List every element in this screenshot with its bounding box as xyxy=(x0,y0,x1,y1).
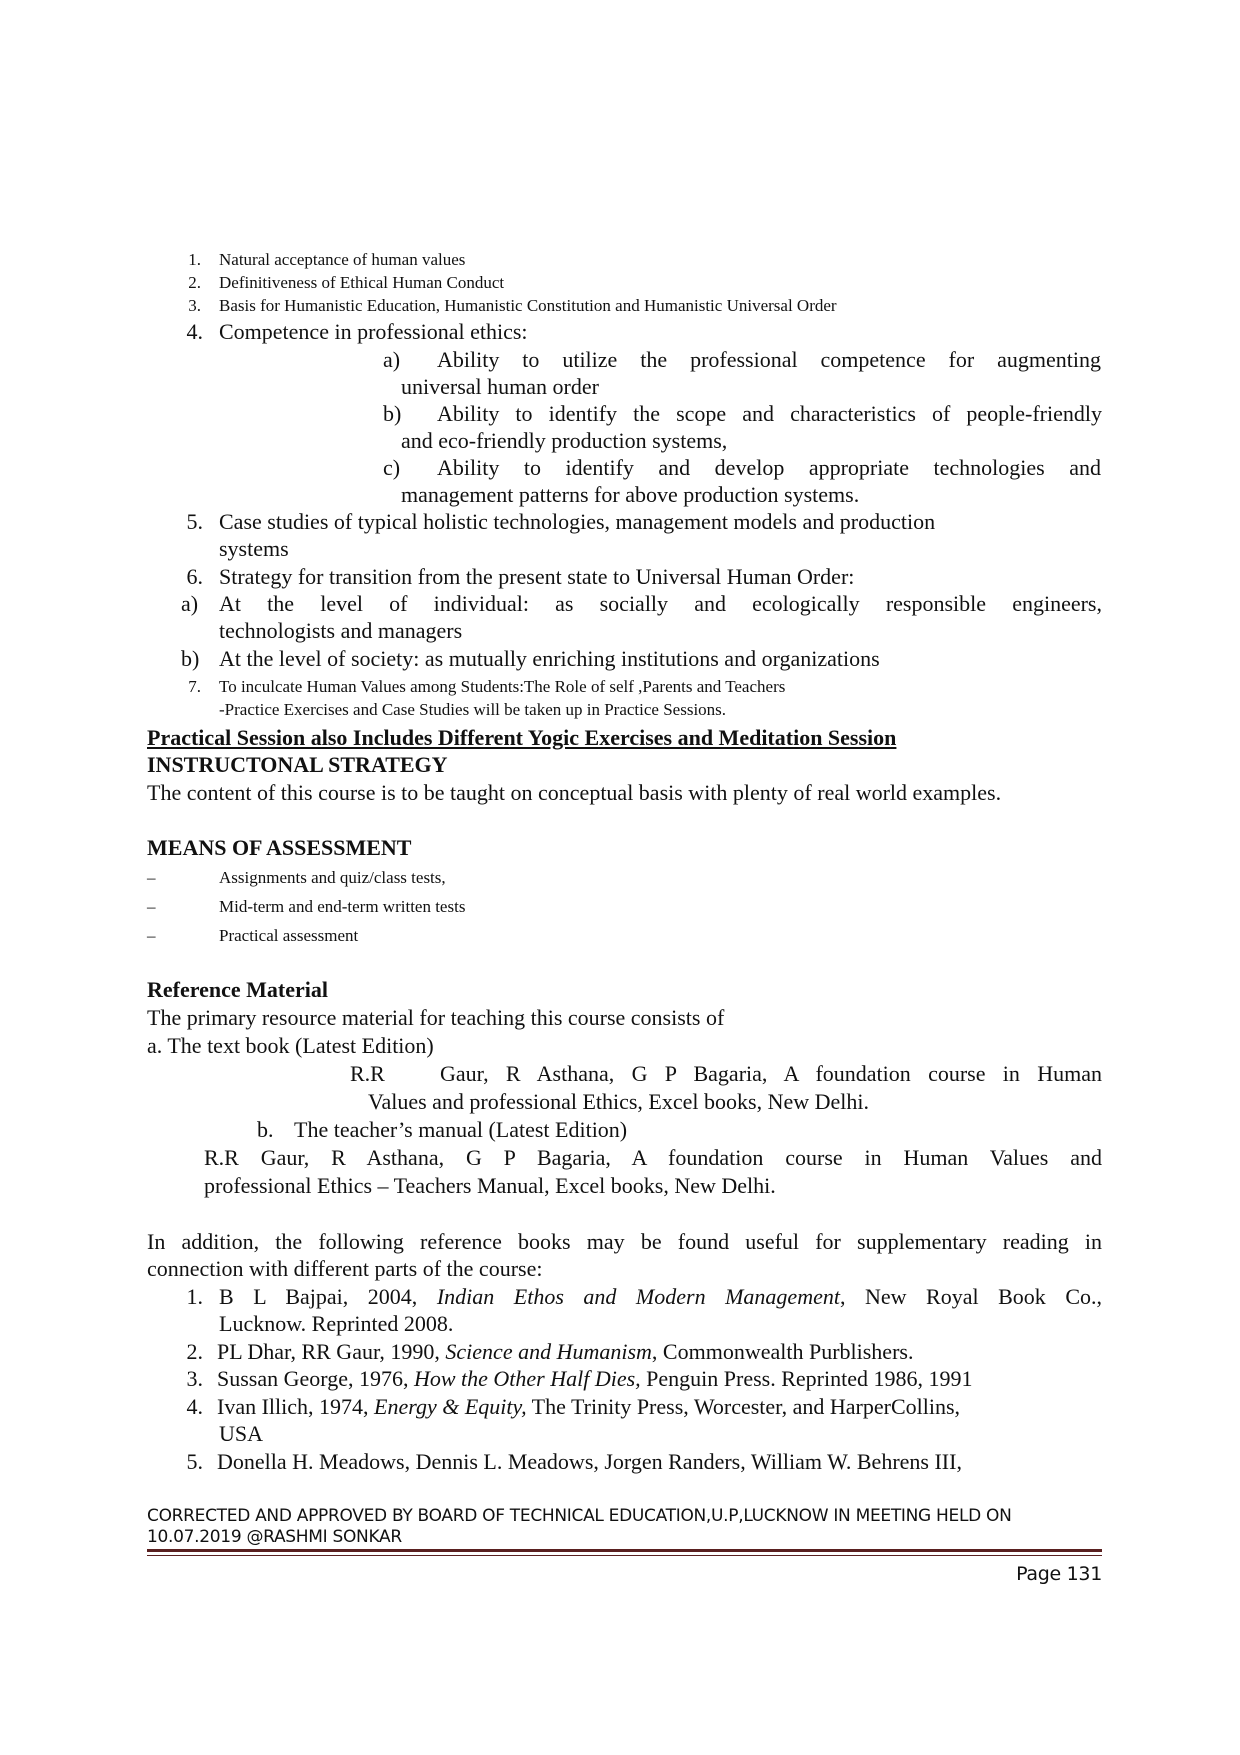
topic-7-line2: -Practice Exercises and Case Studies will be taken up in Practice Sessions. xyxy=(219,700,727,719)
footer-rule-thin xyxy=(147,1555,1102,1556)
addition-line2: connection with different parts of the course: xyxy=(147,1256,543,1281)
strategy-heading: INSTRUCTONAL STRATEGY xyxy=(147,752,448,777)
manual-letter: b. xyxy=(257,1117,274,1142)
subitem-b-line1: Ability to identify the scope and characteristics of people-friendly xyxy=(437,401,1102,426)
book-title: How the Other Half Dies, xyxy=(413,1366,641,1391)
footer-line2: 10.07.2019 @RASHMI SONKAR xyxy=(147,1527,402,1547)
book-number: 3. xyxy=(186,1366,203,1391)
book-1-line2: Lucknow. Reprinted 2008. xyxy=(219,1311,454,1336)
subitem-letter: b) xyxy=(181,646,200,671)
book-1-line1 xyxy=(219,1284,1102,1310)
subitem-a-line1: Ability to utilize the professional competence for augmenting xyxy=(437,347,1101,372)
topic-number: 3. xyxy=(188,296,201,315)
book-publisher: , New Royal Book Co., xyxy=(839,1284,1102,1309)
topic-text: Basis for Humanistic Education, Humanistic Constitution and Humanistic Universal Order xyxy=(219,296,837,315)
book-publisher: The Trinity Press, Worcester, and HarperCollins, xyxy=(526,1394,961,1419)
topic-4 xyxy=(181,319,528,345)
subitem-c-line1: Ability to identify and develop appropriate technologies and xyxy=(437,455,1101,480)
book-authors: Sussan George, 1976, xyxy=(217,1366,414,1391)
topic-6-sub-b xyxy=(181,646,199,672)
assessment-item xyxy=(147,926,359,946)
book-authors: B L Bajpai, 2004, xyxy=(219,1284,437,1309)
book-number: 5. xyxy=(186,1449,203,1474)
reference-heading: Reference Material xyxy=(147,977,328,1002)
manual-label xyxy=(257,1117,628,1143)
topic-number: 7. xyxy=(188,677,201,696)
book-publisher: Penguin Press. Reprinted 1986, 1991 xyxy=(640,1366,973,1391)
topic-text: Competence in professional ethics: xyxy=(219,319,528,344)
subitem-c-line2: management patterns for above production systems. xyxy=(401,482,860,507)
topic-text: To inculcate Human Values among Students:The Role of self ,Parents and Teachers xyxy=(219,677,786,696)
book-4-line2: USA xyxy=(219,1421,264,1446)
topic-number: 2. xyxy=(188,273,201,292)
textbook-line2: Values and professional Ethics, Excel books, New Delhi. xyxy=(368,1089,869,1114)
topic-6-sub-a-line2: technologists and managers xyxy=(219,618,463,643)
strategy-text: The content of this course is to be taught on conceptual basis with plenty of real world examples. xyxy=(147,780,1002,805)
topic-text: Natural acceptance of human values xyxy=(219,250,466,269)
book-item-5 xyxy=(181,1449,962,1475)
topic-number: 5. xyxy=(186,509,203,534)
textbook-line1: Gaur, R Asthana, G P Bagaria, A foundation course in Human xyxy=(440,1061,1102,1086)
topic-number: 1. xyxy=(188,250,201,269)
manual-line1: R.R Gaur, R Asthana, G P Bagaria, A foundation course in Human Values and xyxy=(204,1145,1102,1170)
book-authors: Ivan Illich, 1974, xyxy=(217,1394,375,1419)
book-authors: Donella H. Meadows, Dennis L. Meadows, Jorgen Randers, William W. Behrens III, xyxy=(217,1449,962,1474)
book-title: Indian Ethos and Modern Management xyxy=(436,1284,840,1309)
book-title: Energy & Equity, xyxy=(374,1394,527,1419)
book-title: Science and Humanism xyxy=(445,1339,652,1364)
textbook-label: a. The text book (Latest Edition) xyxy=(147,1033,434,1058)
book-item-4 xyxy=(181,1394,961,1420)
textbook-prefix: R.R xyxy=(350,1061,385,1086)
dash-bullet: – xyxy=(147,897,156,916)
topic-2 xyxy=(181,273,505,293)
topic-6-sub-a xyxy=(181,591,198,617)
subitem-b-line2: and eco-friendly production systems, xyxy=(401,428,728,453)
subitem-c xyxy=(383,455,400,481)
dash-bullet: – xyxy=(147,868,156,887)
topic-number: 4. xyxy=(186,319,203,344)
book-publisher: , Commonwealth Purblishers. xyxy=(651,1339,914,1364)
book-line xyxy=(217,1394,960,1420)
subitem-letter: c) xyxy=(383,455,401,480)
topic-6-sub-b-line1: At the level of society: as mutually enriching institutions and organizations xyxy=(219,646,880,671)
book-item-3 xyxy=(181,1366,973,1392)
topic-7 xyxy=(181,677,786,697)
topic-number: 6. xyxy=(186,564,203,589)
topic-5 xyxy=(181,509,936,535)
subitem-letter: b) xyxy=(383,401,402,426)
assessment-text: Assignments and quiz/class tests, xyxy=(219,868,446,887)
assessment-text: Mid-term and end-term written tests xyxy=(219,897,466,916)
subitem-a-line2: universal human order xyxy=(401,374,599,399)
assessment-heading: MEANS OF ASSESSMENT xyxy=(147,835,412,860)
subitem-letter: a) xyxy=(181,591,199,616)
book-line xyxy=(217,1366,973,1392)
topic-6-sub-a-line1: At the level of individual: as socially and ecologically responsible engineers, xyxy=(219,591,1102,616)
topic-5-line2: systems xyxy=(219,536,289,561)
manual-text: The teacher’s manual (Latest Edition) xyxy=(294,1117,628,1142)
book-line xyxy=(217,1339,913,1365)
topic-text: Case studies of typical holistic technologies, management models and production xyxy=(219,509,936,534)
subitem-b xyxy=(383,401,401,427)
topic-text: Definitiveness of Ethical Human Conduct xyxy=(219,273,505,292)
topic-1 xyxy=(181,250,466,270)
book-item-2 xyxy=(181,1339,914,1365)
footer-rule-thick xyxy=(147,1549,1102,1552)
topic-text: Strategy for transition from the present state to Universal Human Order: xyxy=(219,564,855,589)
manual-line2: professional Ethics – Teachers Manual, Excel books, New Delhi. xyxy=(204,1173,776,1198)
practical-session-heading: Practical Session also Includes Different Yogic Exercises and Meditation Session xyxy=(147,725,897,750)
page-number: Page 131 xyxy=(1016,1563,1102,1585)
book-number: 4. xyxy=(186,1394,203,1419)
assessment-item xyxy=(147,897,466,917)
footer-line1: CORRECTED AND APPROVED BY BOARD OF TECHNICAL EDUCATION,U.P,LUCKNOW IN MEETING HELD ON xyxy=(147,1506,1012,1526)
reference-intro: The primary resource material for teaching this course consists of xyxy=(147,1005,725,1030)
dash-bullet: – xyxy=(147,926,156,945)
book-authors: PL Dhar, RR Gaur, 1990, xyxy=(217,1339,446,1364)
book-item-1 xyxy=(181,1284,203,1310)
subitem-a xyxy=(383,347,400,373)
assessment-text: Practical assessment xyxy=(219,926,359,945)
addition-line1: In addition, the following reference books may be found useful for supplementary reading in xyxy=(147,1229,1102,1254)
topic-6 xyxy=(181,564,855,590)
book-number: 2. xyxy=(186,1339,203,1364)
book-number: 1. xyxy=(186,1284,203,1309)
assessment-item xyxy=(147,868,446,888)
subitem-letter: a) xyxy=(383,347,401,372)
topic-3 xyxy=(181,296,837,316)
